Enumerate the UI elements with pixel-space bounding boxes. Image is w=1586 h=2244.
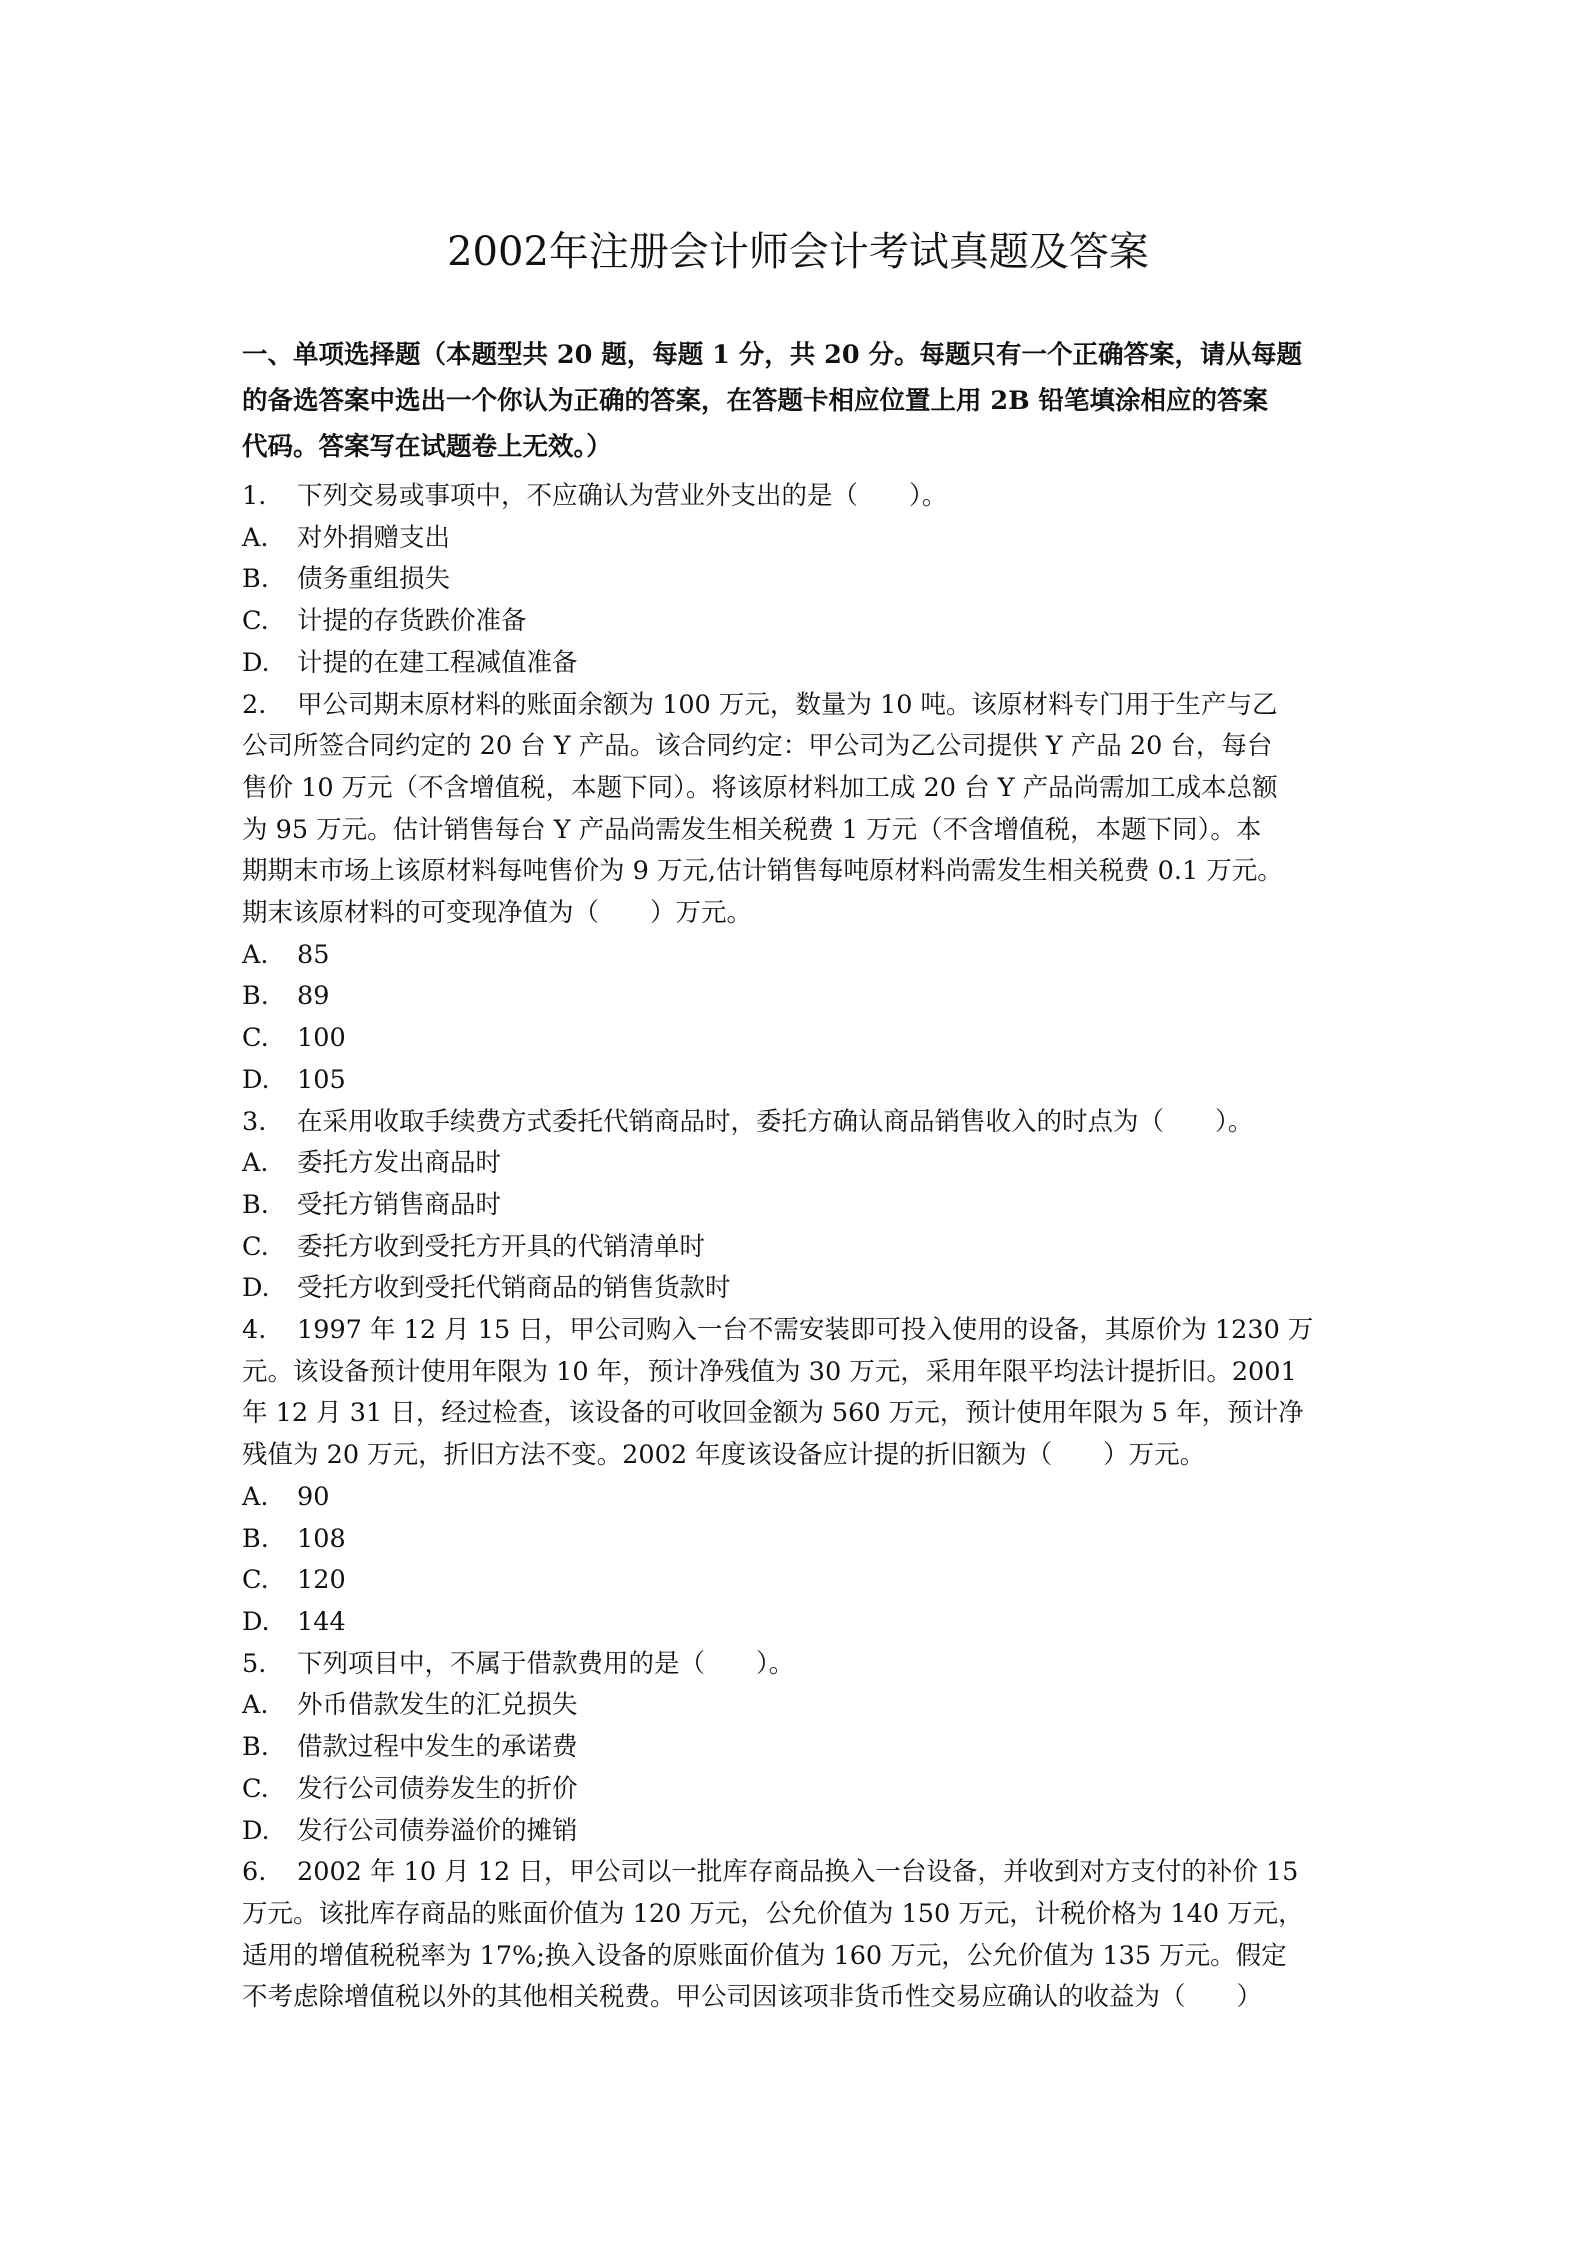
question-stem-text: 2002 年 10 月 12 日，甲公司以一批库存商品换入一台设备，并收到对方支付的补价 15 — [297, 1857, 1299, 1888]
option-letter: A. — [242, 1690, 269, 1721]
question-stem-text: 1997 年 12 月 15 日，甲公司购入一台不需安装即可投入使用的设备，其原价为 1230 万 — [297, 1315, 1314, 1346]
answer-option — [242, 1602, 1354, 1644]
question-number: 1. — [242, 481, 267, 511]
question-stem — [242, 1852, 1354, 2019]
option-letter: B. — [242, 564, 269, 595]
section-heading-line: 的备选答案中选出一个你认为正确的答案，在答题卡相应位置上用 2B 铅笔填涂相应的答案 — [242, 386, 1269, 416]
option-text: 89 — [297, 981, 330, 1012]
question-stem — [242, 1102, 1354, 1144]
question-number: 2. — [242, 689, 267, 720]
option-letter: C. — [242, 1231, 269, 1262]
option-letter: C. — [242, 1773, 269, 1804]
answer-option — [242, 518, 1354, 560]
question-item — [242, 476, 1354, 685]
option-letter: A. — [242, 1481, 269, 1512]
answer-option — [242, 1519, 1354, 1561]
answer-option — [242, 1477, 1354, 1519]
question-stem-text: 元。该设备预计使用年限为 10 年，预计净残值为 30 万元，采用年限平均法计提折旧。2001 — [242, 1356, 1297, 1387]
question-stem-text: 下列交易或事项中，不应确认为营业外支出的是（ ）。 — [297, 481, 948, 511]
answer-option — [242, 1685, 1354, 1727]
option-text: 对外捐赠支出 — [297, 522, 451, 553]
question-number: 4. — [242, 1315, 267, 1346]
answer-option — [242, 643, 1354, 685]
option-text: 108 — [297, 1523, 346, 1554]
section-heading-line: 代码。答案写在试题卷上无效。） — [242, 432, 612, 462]
answer-option — [242, 1143, 1354, 1185]
question-item — [242, 1644, 1354, 1853]
question-item — [242, 685, 1354, 1102]
option-text: 借款过程中发生的承诺费 — [297, 1732, 578, 1763]
answer-option — [242, 1060, 1354, 1102]
option-letter: D. — [242, 647, 270, 678]
question-stem-line — [242, 851, 1354, 893]
option-letter: D. — [242, 1064, 270, 1095]
option-text: 发行公司债券发生的折价 — [297, 1773, 578, 1804]
option-text: 债务重组损失 — [297, 564, 451, 595]
answer-option — [242, 559, 1354, 601]
option-letter: A. — [242, 1148, 269, 1179]
question-item — [242, 1102, 1354, 1311]
document-page — [242, 222, 1354, 2019]
question-stem-line — [242, 1936, 1354, 1978]
question-stem-line — [242, 1977, 1354, 2019]
option-text: 受托方收到受托代销商品的销售货款时 — [297, 1273, 731, 1304]
question-stem-text: 在采用收取手续费方式委托代销商品时，委托方确认商品销售收入的时点为（ ）。 — [297, 1106, 1254, 1137]
answer-option — [242, 1560, 1354, 1602]
option-text: 85 — [297, 939, 330, 970]
option-text: 计提的存货跌价准备 — [297, 606, 527, 637]
question-stem — [242, 1310, 1354, 1477]
question-stem-line — [242, 893, 1354, 935]
question-stem-line — [242, 1852, 1354, 1894]
answer-option — [242, 935, 1354, 977]
option-letter: B. — [242, 1732, 269, 1763]
question-list — [242, 476, 1354, 2019]
question-stem-line — [242, 476, 1354, 518]
option-text: 100 — [297, 1023, 346, 1054]
question-number: 5. — [242, 1648, 267, 1679]
option-text: 120 — [297, 1565, 346, 1596]
option-letter: D. — [242, 1606, 270, 1637]
answer-option — [242, 1227, 1354, 1269]
question-stem-line — [242, 1894, 1354, 1936]
option-letter: B. — [242, 981, 269, 1012]
option-letter: D. — [242, 1273, 270, 1304]
option-letter: D. — [242, 1815, 270, 1846]
question-stem-line — [242, 1435, 1354, 1477]
question-stem-text: 万元。该批库存商品的账面价值为 120 万元，公允价值为 150 万元，计税价格为 140 万元， — [242, 1898, 1304, 1929]
option-letter: A. — [242, 522, 269, 553]
question-stem-text: 售价 10 万元（不含增值税，本题下同）。将该原材料加工成 20 台 Y 产品尚需加工成本总额 — [242, 772, 1278, 803]
option-text: 发行公司债券溢价的摊销 — [297, 1815, 578, 1846]
answer-option — [242, 1185, 1354, 1227]
question-number: 3. — [242, 1106, 267, 1137]
question-stem — [242, 685, 1354, 935]
question-stem-line — [242, 1352, 1354, 1394]
option-letter: C. — [242, 606, 269, 637]
option-text: 90 — [297, 1481, 330, 1512]
question-stem-text: 期期末市场上该原材料每吨售价为 9 万元,估计销售每吨原材料尚需发生相关税费 0.1 万元。 — [242, 856, 1283, 887]
option-letter: B. — [242, 1523, 269, 1554]
answer-option — [242, 1727, 1354, 1769]
option-letter: C. — [242, 1023, 269, 1054]
option-letter: A. — [242, 939, 269, 970]
question-stem-line — [242, 1102, 1354, 1144]
option-letter: B. — [242, 1189, 269, 1220]
section-heading-line: 一、单项选择题（本题型共 20 题，每题 1 分，共 20 分。每题只有一个正确答案，请从每题 — [242, 340, 1302, 370]
question-stem-line — [242, 1393, 1354, 1435]
question-stem-line — [242, 1310, 1354, 1352]
question-stem — [242, 1644, 1354, 1686]
question-stem-text: 不考虑除增值税以外的其他相关税费。甲公司因该项非货币性交易应确认的收益为（ ） — [242, 1982, 1263, 2013]
question-stem-text: 年 12 月 31 日，经过检查，该设备的可收回金额为 560 万元，预计使用年限为 5 年，预计净 — [242, 1398, 1304, 1429]
question-stem-text: 公司所签合同约定的 20 台 Y 产品。该合同约定：甲公司为乙公司提供 Y 产品 20 台，每台 — [242, 731, 1273, 762]
question-stem-line — [242, 726, 1354, 768]
question-stem-text: 期末该原材料的可变现净值为（ ）万元。 — [242, 898, 753, 929]
option-text: 105 — [297, 1064, 346, 1095]
option-text: 外币借款发生的汇兑损失 — [297, 1690, 578, 1721]
option-text: 委托方发出商品时 — [297, 1148, 502, 1179]
answer-option — [242, 601, 1354, 643]
question-stem-text: 甲公司期末原材料的账面余额为 100 万元，数量为 10 吨。该原材料专门用于生产与乙 — [297, 689, 1278, 720]
question-stem — [242, 476, 1354, 518]
question-stem-text: 残值为 20 万元，折旧方法不变。2002 年度该设备应计提的折旧额为（ ）万元。 — [242, 1440, 1206, 1471]
option-letter: C. — [242, 1565, 269, 1596]
question-stem-line — [242, 685, 1354, 727]
question-stem-line — [242, 1644, 1354, 1686]
document-title: 2002年注册会计师会计考试真题及答案 — [447, 229, 1149, 275]
option-text: 计提的在建工程减值准备 — [297, 647, 578, 678]
question-item — [242, 1852, 1354, 2019]
question-stem-text: 下列项目中，不属于借款费用的是（ ）。 — [297, 1648, 795, 1679]
answer-option — [242, 1018, 1354, 1060]
option-text: 144 — [297, 1606, 346, 1637]
section-heading — [242, 332, 1354, 470]
question-stem-line — [242, 810, 1354, 852]
answer-option — [242, 1769, 1354, 1811]
option-text: 委托方收到受托方开具的代销清单时 — [297, 1231, 706, 1262]
question-stem-line — [242, 768, 1354, 810]
answer-option — [242, 1268, 1354, 1310]
answer-option — [242, 1811, 1354, 1853]
answer-option — [242, 976, 1354, 1018]
option-text: 受托方销售商品时 — [297, 1189, 502, 1220]
question-stem-text: 为 95 万元。估计销售每台 Y 产品尚需发生相关税费 1 万元（不含增值税，本题下同）。本 — [242, 814, 1262, 845]
question-stem-text: 适用的增值税税率为 17%;换入设备的原账面价值为 160 万元，公允价值为 135 万元。假定 — [242, 1940, 1287, 1971]
question-number: 6. — [242, 1857, 267, 1888]
question-item — [242, 1310, 1354, 1644]
